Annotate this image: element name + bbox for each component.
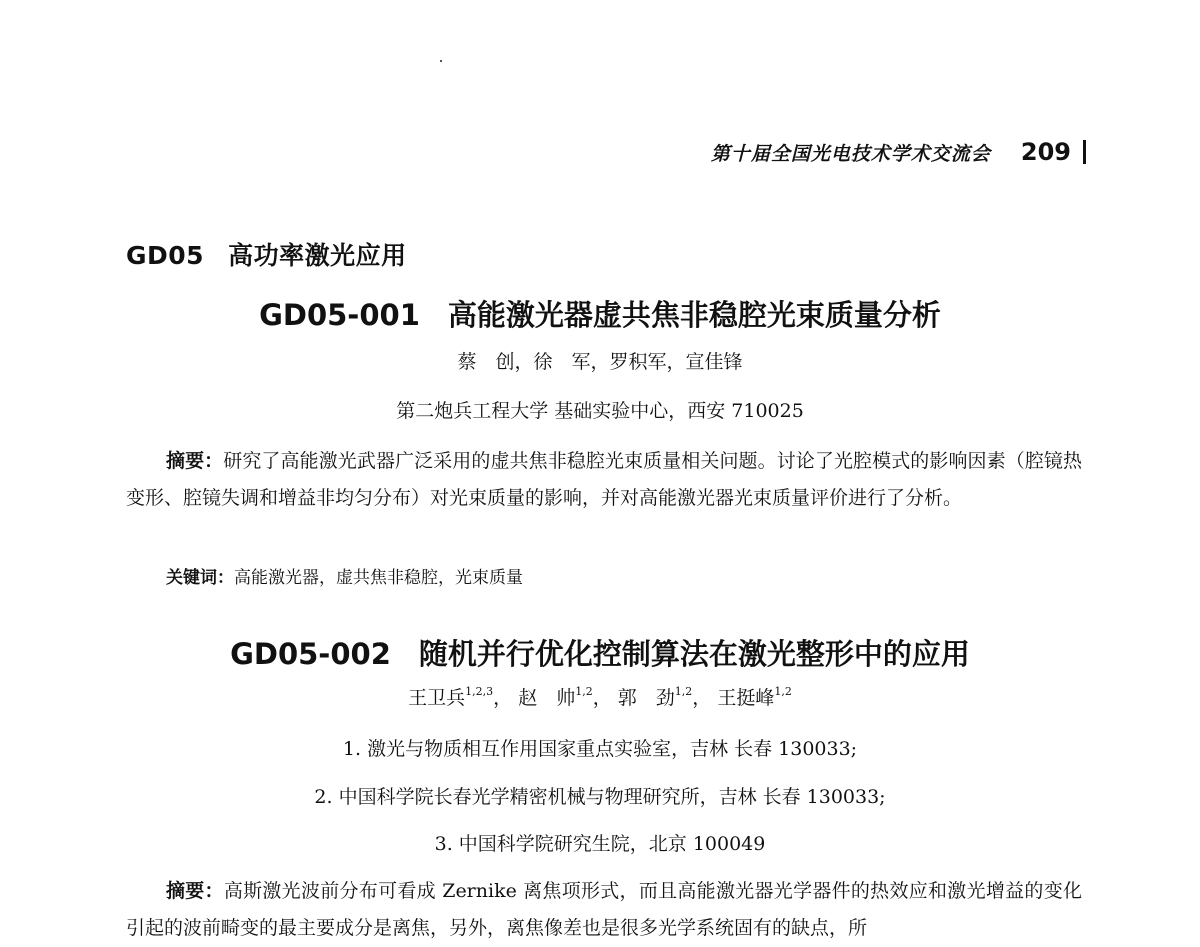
paper-code: GD05-001 — [259, 298, 420, 332]
paper-title — [0, 632, 1200, 673]
page-number: 209 — [1020, 138, 1071, 166]
paper-authors: 蔡 创，徐 军，罗积军，宣佳锋 — [457, 351, 743, 373]
paper-affiliation: 1. 激光与物质相互作用国家重点实验室，吉林 长春 130033; — [342, 738, 858, 760]
paper-title-text: 高能激光器虚共焦非稳腔光束质量分析 — [447, 298, 941, 332]
abstract-label: 摘要： — [166, 450, 224, 472]
conference-name: 第十届全国光电技术学术交流会 — [710, 142, 991, 165]
author-separator: ， — [692, 687, 712, 709]
author-name: 王卫兵 — [408, 687, 466, 709]
header-rule — [1083, 140, 1086, 164]
paper-code: GD05-002 — [230, 637, 391, 671]
paper-keywords — [166, 563, 523, 588]
author-affiliation-marker: 1,2 — [774, 685, 792, 698]
keywords-label: 关键词： — [166, 568, 234, 588]
paper-title — [0, 293, 1200, 334]
author-name: 王挺峰 — [717, 687, 775, 709]
section-title: 高功率激光应用 — [228, 241, 407, 270]
scan-speck — [440, 60, 442, 62]
paper-abstract — [126, 443, 1082, 517]
author-name: 郭 劲 — [617, 687, 675, 709]
author-affiliation-marker: 1,2 — [674, 685, 693, 698]
abstract-text: 高斯激光波前分布可看成 Zernike 离焦项形式，而且高能激光器光学器件的热效应和激光增益的变化引起的波前畸变的最主要成分是离焦，另外，离焦像差也是很多光学系统固有的缺点，所 — [126, 880, 1082, 939]
section-heading — [126, 236, 407, 272]
abstract-text: 研究了高能激光武器广泛采用的虚共焦非稳腔光束质量相关问题。讨论了光腔模式的影响因素（腔镜热变形、腔镜失调和增益非均匀分布）对光束质量的影响，并对高能激光器光束质量评价进行了分析。 — [126, 450, 1082, 509]
author-name: 赵 帅 — [518, 687, 576, 709]
section-code: GD05 — [126, 241, 205, 270]
paper-affiliation: 2. 中国科学院长春光学精密机械与物理研究所，吉林 长春 130033; — [314, 786, 886, 808]
running-header — [711, 138, 1086, 166]
paper-affiliation: 3. 中国科学院研究生院，北京 100049 — [434, 833, 766, 855]
author-separator: ， — [493, 687, 513, 709]
abstract-label: 摘要： — [166, 880, 224, 902]
paper-title-text: 随机并行优化控制算法在激光整形中的应用 — [418, 637, 970, 671]
paper-abstract — [126, 873, 1082, 947]
paper-affiliation: 第二炮兵工程大学 基础实验中心，西安 710025 — [396, 400, 804, 422]
author-affiliation-marker: 1,2,3 — [465, 685, 494, 698]
paper-authors — [0, 683, 1200, 710]
keywords-text: 高能激光器，虚共焦非稳腔，光束质量 — [234, 568, 523, 588]
author-separator: ， — [592, 687, 612, 709]
author-affiliation-marker: 1,2 — [575, 685, 593, 698]
